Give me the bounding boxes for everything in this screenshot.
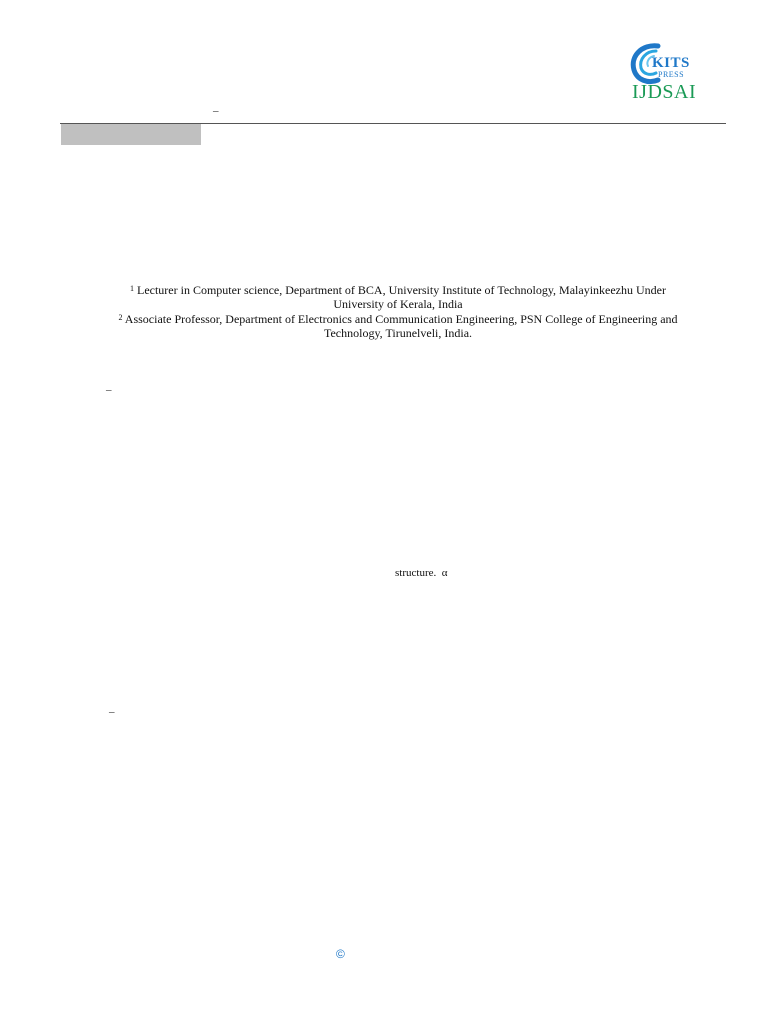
body-dash-1: – (106, 384, 112, 396)
header-dash: – (213, 105, 219, 117)
affiliation-2 (80, 312, 716, 340)
copyright-symbol: © (336, 947, 345, 961)
journal-logo (628, 42, 700, 106)
header-section-tab (61, 124, 201, 145)
affiliation-2-text: Associate Professor, Department of Electronics and Communication Engineering, PSN College of Engineering and (124, 312, 678, 326)
affiliation-1-text: Lecturer in Computer science, Department of BCA, University Institute of Technology, Malayinkeezhu Under (136, 283, 666, 297)
affiliation-1-marker: 1 (129, 284, 134, 293)
affiliation-2-marker: 2 (118, 313, 123, 322)
affiliation-1 (80, 283, 716, 311)
affiliation-1-line2: University of Kerala, India (333, 297, 463, 311)
affiliation-2-line1 (80, 312, 716, 326)
affiliation-1-line1 (80, 283, 716, 297)
body-dash-2: – (109, 706, 115, 718)
logo-brand-text: KITS (652, 55, 690, 71)
body-text-fragment: structure. α (395, 567, 448, 579)
logo-press-text: PRESS (658, 70, 685, 79)
affiliation-2-line2: Technology, Tirunelveli, India. (323, 326, 473, 340)
logo-journal-name: IJDSAI (632, 81, 697, 103)
